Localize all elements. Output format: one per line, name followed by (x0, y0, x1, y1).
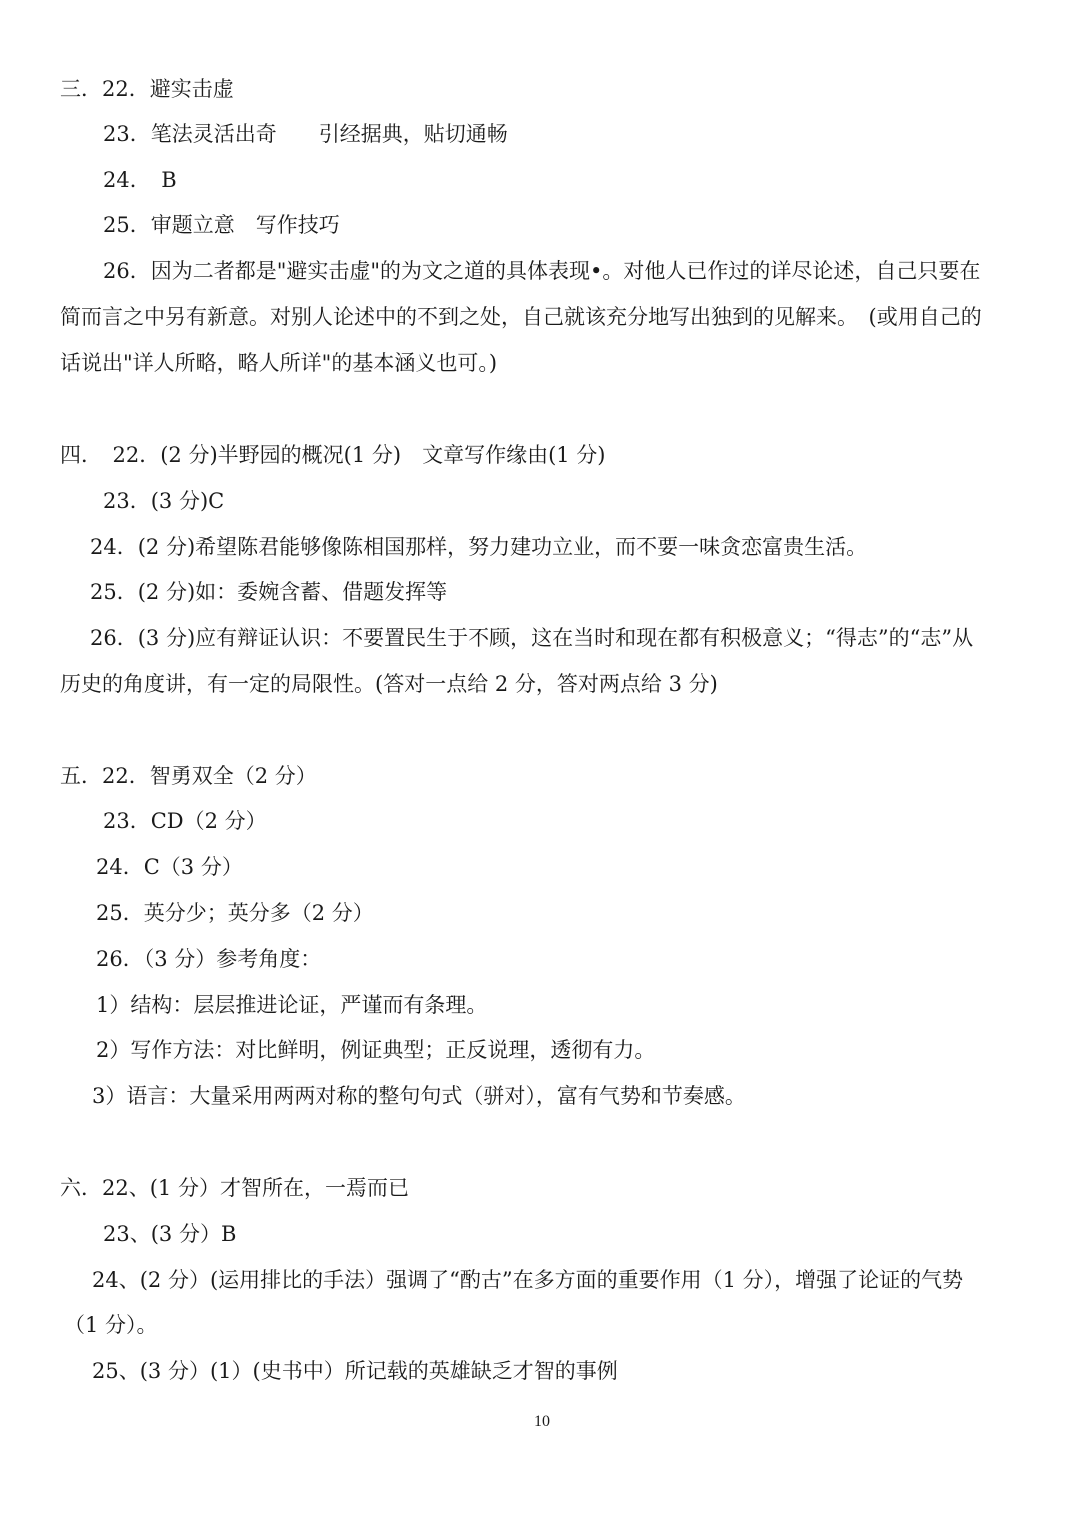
page-number: 10 (534, 1413, 550, 1430)
section4-line-3: 24．(2 分)希望陈君能够像陈相国那样，努力建功立业，而不要一味贪恋富贵生活。 (90, 535, 868, 559)
section3-line-1: 三．22．避实击虚 (60, 77, 234, 101)
section5-line-8: 3）语言：大量采用两两对称的整句句式（骈对），富有气势和节奏感。 (92, 1084, 746, 1108)
section6-line-4: （1 分）。 (64, 1313, 158, 1337)
section5-line-4: 25．英分少；英分多（2 分） (96, 901, 374, 925)
section5-line-2: 23．CD（2 分） (103, 809, 267, 833)
section4-line-1: 四． 22．(2 分)半野园的概况(1 分) 文章写作缘由(1 分) (60, 443, 606, 467)
section3-line-2: 23．笔法灵活出奇 引经据典，贴切通畅 (103, 122, 508, 146)
section5-line-5: 26．（3 分）参考角度： (96, 947, 322, 971)
section4-line-2: 23．(3 分)C (103, 489, 225, 513)
section3-line-5: 26．因为二者都是"避实击虚"的为文之道的具体表现•。对他人已作过的详尽论述，自己只要在 (103, 259, 981, 283)
section4-line-6: 历史的角度讲，有一定的局限性。(答对一点给 2 分，答对两点给 3 分) (60, 672, 718, 696)
section6-line-3: 24、(2 分）(运用排比的手法）强调了“酌古”在多方面的重要作用（1 分），增强了论证的气势 (92, 1268, 964, 1292)
section6-line-1: 六．22、(1 分）才智所在，一焉而已 (60, 1176, 409, 1200)
section6-line-2: 23、(3 分）B (103, 1222, 237, 1246)
section3-line-7: 话说出"详人所略，略人所详"的基本涵义也可。) (60, 351, 498, 375)
section3-line-6: 简而言之中另有新意。对别人论述中的不到之处，自己就该充分地写出独到的见解来。 (或用自己的 (60, 305, 982, 329)
section6-line-5: 25、(3 分）(1）(史书中）所记载的英雄缺乏才智的事例 (92, 1359, 618, 1383)
section4-line-5: 26．(3 分)应有辩证认识：不要置民生于不顾，这在当时和现在都有积极意义；“得志”的“志”从 (90, 626, 974, 650)
section5-line-3: 24．C（3 分） (96, 855, 243, 879)
section5-line-7: 2）写作方法：对比鲜明，例证典型；正反说理，透彻有力。 (96, 1038, 656, 1062)
section3-line-4: 25．审题立意 写作技巧 (103, 213, 340, 237)
section4-line-4: 25．(2 分)如：委婉含蓄、借题发挥等 (90, 580, 448, 604)
section3-line-3: 24． B (103, 168, 177, 192)
section5-line-6: 1）结构：层层推进论证，严谨而有条理。 (96, 993, 488, 1017)
section5-line-1: 五．22．智勇双全（2 分） (60, 764, 317, 788)
